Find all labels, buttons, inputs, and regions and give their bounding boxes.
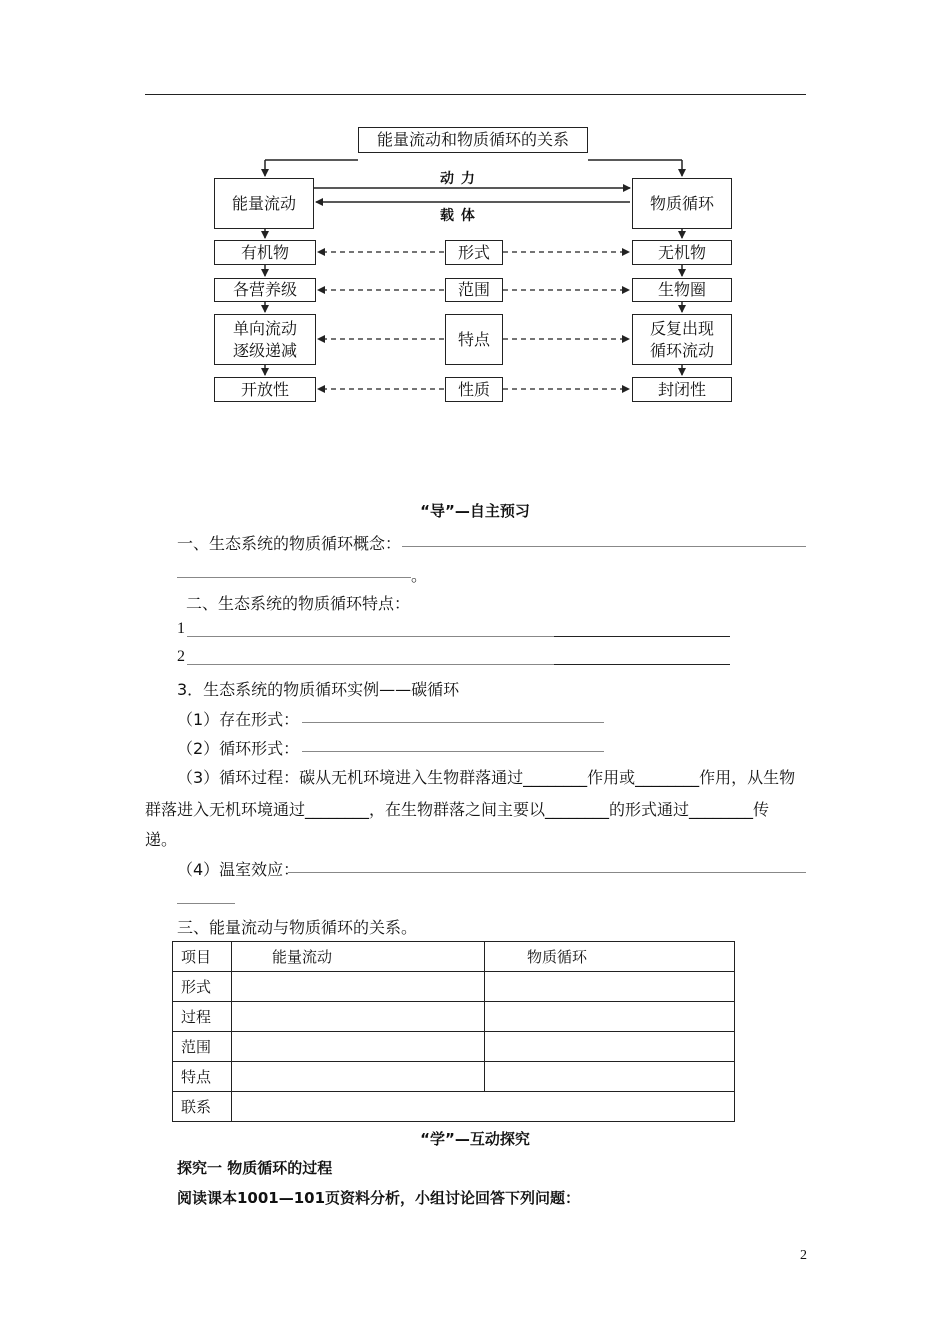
q1-blank[interactable] [402, 546, 806, 547]
q4-label: 三、能量流动与物质循环的关系。 [177, 918, 418, 937]
q3-3-line1: （3）循环过程：碳从无机环境进入生物群落通过________作用或________作用，从生物 [177, 768, 796, 787]
q2-blank-2a[interactable] [187, 664, 554, 665]
table-row-label: 特点 [173, 1062, 232, 1092]
right-scope-box: 生物圈 [632, 278, 732, 302]
left-form-box: 有机物 [214, 240, 316, 265]
section-dao-title: “导”—自主预习 [420, 502, 530, 520]
table-cell-blank[interactable] [485, 1032, 735, 1062]
mid-feature-box: 特点 [445, 314, 503, 365]
q3-label: 3．生态系统的物质循环实例——碳循环 [177, 680, 460, 699]
right-nature-box: 封闭性 [632, 377, 732, 402]
table-row [173, 1062, 735, 1092]
right-form-box: 无机物 [632, 240, 732, 265]
table-cell-blank[interactable] [485, 972, 735, 1002]
table-cell-blank[interactable] [232, 1002, 485, 1032]
table-cell-blank[interactable] [232, 972, 485, 1002]
energy-flow-box: 能量流动 [214, 178, 314, 229]
table-row [173, 1032, 735, 1062]
q3-2-label: （2）循环形式： [177, 739, 300, 758]
table-cell-blank[interactable] [232, 1092, 735, 1122]
q3-2-blank[interactable] [302, 751, 604, 752]
q3-1-blank[interactable] [302, 722, 604, 723]
explore-title: 探究一 物质循环的过程 [177, 1159, 333, 1177]
table-cell-blank[interactable] [485, 1062, 735, 1092]
arrow-label-carrier: 载 体 [440, 208, 476, 224]
mid-form-box: 形式 [445, 240, 503, 265]
table-row [173, 1002, 735, 1032]
left-scope-box: 各营养级 [214, 278, 316, 302]
left-feature-box: 单向流动 逐级递减 [214, 314, 316, 365]
table-row-label: 形式 [173, 972, 232, 1002]
table-cell-blank[interactable] [232, 1062, 485, 1092]
q2-item-2: 2 [177, 648, 185, 665]
section-xue-title: “学”—互动探究 [420, 1130, 530, 1148]
table-header-cell: 项目 [173, 942, 232, 972]
q1-end: 。 [411, 566, 428, 585]
table-row [173, 1092, 735, 1122]
table-header-cell: 物质循环 [485, 942, 735, 972]
q2-blank-1a[interactable] [187, 636, 554, 637]
q3-4-blank-cont[interactable] [177, 903, 235, 904]
q2-item-1: 1 [177, 620, 185, 637]
table-header-row [173, 942, 735, 972]
table-row-label: 过程 [173, 1002, 232, 1032]
table-cell-blank[interactable] [232, 1032, 485, 1062]
q3-3-line2: 群落进入无机环境通过________，在生物群落之间主要以________的形式通过________传 [145, 800, 770, 819]
q3-3-line3: 递。 [145, 830, 178, 849]
q1-blank-cont[interactable] [177, 577, 411, 578]
diagram-title-box: 能量流动和物质循环的关系 [358, 127, 588, 153]
q3-4-label: （4）温室效应： [177, 860, 300, 879]
q2-blank-1b[interactable] [554, 636, 730, 637]
left-nature-box: 开放性 [214, 377, 316, 402]
mid-scope-box: 范围 [445, 278, 503, 302]
explore-instruction: 阅读课本1001—101页资料分析，小组讨论回答下列问题： [177, 1189, 581, 1207]
table-header-cell: 能量流动 [232, 942, 485, 972]
table-row [173, 972, 735, 1002]
q3-1-label: （1）存在形式： [177, 710, 300, 729]
relation-table [172, 941, 735, 1122]
table-row-label: 范围 [173, 1032, 232, 1062]
table-row-label: 联系 [173, 1092, 232, 1122]
q2-label: 二、生态系统的物质循环特点： [186, 594, 411, 613]
arrow-label-power: 动 力 [440, 171, 476, 187]
material-cycle-box: 物质循环 [632, 178, 732, 229]
q2-blank-2b[interactable] [554, 664, 730, 665]
page-number: 2 [800, 1248, 807, 1263]
q1-label: 一、生态系统的物质循环概念： [177, 534, 402, 553]
table-cell-blank[interactable] [485, 1002, 735, 1032]
mid-nature-box: 性质 [445, 377, 503, 402]
q3-4-blank[interactable] [288, 872, 806, 873]
right-feature-box: 反复出现 循环流动 [632, 314, 732, 365]
